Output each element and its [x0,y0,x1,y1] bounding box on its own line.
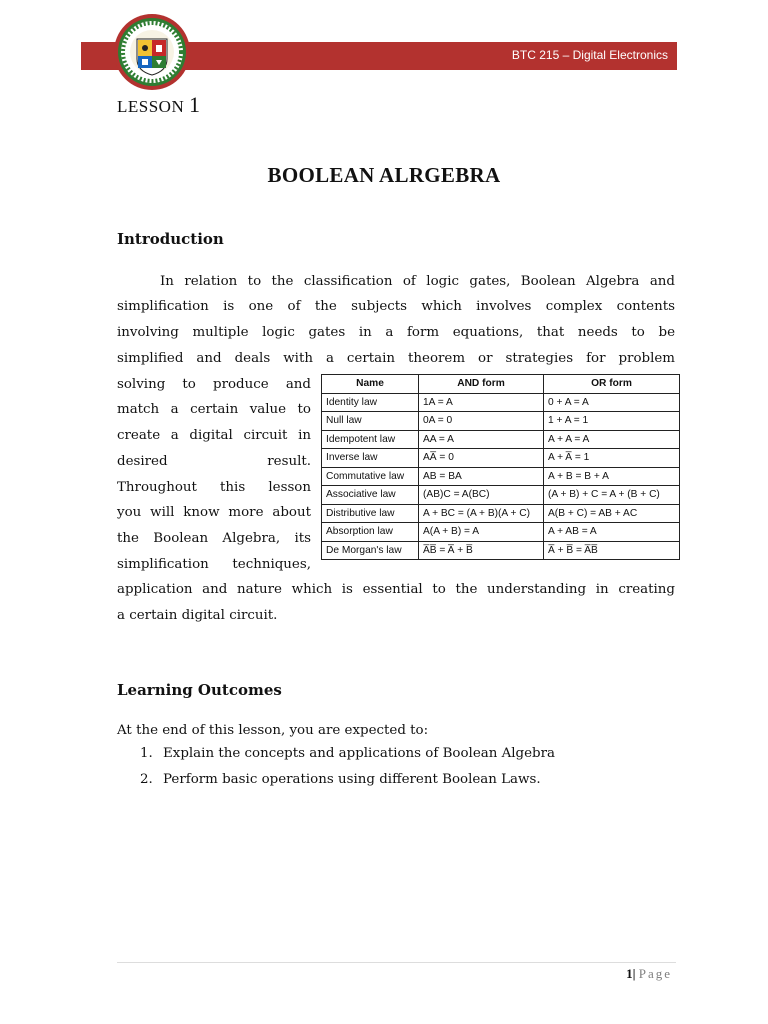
column-header: Name [322,375,419,394]
and-form: AB = BA [419,467,544,486]
list-number: 1. [140,746,153,761]
page-footer [626,966,672,982]
and-form: AA̅ = 0 [419,449,544,468]
paragraph-line: desired result. [117,454,311,469]
table-row [322,393,680,412]
table-row [322,430,680,449]
table-row [322,486,680,505]
page-separator: | [632,966,636,981]
law-name: Idempotent law [322,430,419,449]
and-form: A + BC = (A + B)(A + C) [419,504,544,523]
column-header: AND form [419,375,544,394]
introduction-heading: Introduction [117,230,224,248]
paragraph-line: In relation to the classification of logic gates, Boolean Algebra and [160,274,675,289]
footer-divider [117,962,676,963]
paragraph-line: involving multiple logic gates in a form equations, that needs to be [117,325,675,340]
law-name: Commutative law [322,467,419,486]
table-row [322,541,680,560]
paragraph-line: application and nature which is essential to the understanding in creating [117,582,675,597]
lesson-label [117,92,200,118]
law-name: Null law [322,412,419,431]
list-text: Explain the concepts and applications of Boolean Algebra [163,746,556,761]
lesson-number: 1 [188,92,201,117]
and-form: AA = A [419,430,544,449]
paragraph-line: simplification is one of the subjects which involves complex contents [117,299,675,314]
law-name: Associative law [322,486,419,505]
law-name: De Morgan's law [322,541,419,560]
table-row [322,467,680,486]
or-form: (A + B) + C = A + (B + C) [544,486,680,505]
university-seal-icon [113,13,191,91]
or-form: A(B + C) = AB + AC [544,504,680,523]
paragraph-line: a certain digital circuit. [117,608,278,623]
table-header-row [322,375,680,394]
list-item [140,772,541,787]
or-form: 1 + A = 1 [544,412,680,431]
or-form: A + A̅ = 1 [544,449,680,468]
list-number: 2. [140,772,153,787]
page-number: 1 [626,966,633,981]
boolean-laws-table [321,374,680,560]
or-form: 0 + A = A [544,393,680,412]
paragraph-line: match a certain value to [117,402,311,417]
outcomes-intro: At the end of this lesson, you are expected to: [117,723,429,738]
page-title: BOOLEAN ALRGEBRA [267,163,501,187]
column-header: OR form [544,375,680,394]
list-item [140,746,555,761]
paragraph-line: simplified and deals with a certain theorem or strategies for problem [117,351,675,366]
table-row [322,523,680,542]
and-form: A̅B̅ = A̅ + B̅ [419,541,544,560]
and-form: 0A = 0 [419,412,544,431]
table-row [322,449,680,468]
course-title: BTC 215 – Digital Electronics [511,48,668,62]
paragraph-line: simplification techniques, [117,557,311,572]
and-form: A(A + B) = A [419,523,544,542]
table-row [322,504,680,523]
list-text: Perform basic operations using different Boolean Laws. [163,772,541,787]
paragraph-line: Throughout this lesson [117,480,311,495]
or-form: A + A = A [544,430,680,449]
page-word: Page [638,966,672,981]
law-name: Distributive law [322,504,419,523]
paragraph-line: you will know more about [117,505,311,520]
law-name: Absorption law [322,523,419,542]
law-name: Identity law [322,393,419,412]
paragraph-line: create a digital circuit in [117,428,311,443]
table-row [322,412,680,431]
and-form: 1A = A [419,393,544,412]
lesson-word: LESSON [117,97,185,116]
paragraph-line: solving to produce and [117,377,311,392]
paragraph-line: the Boolean Algebra, its [117,531,311,546]
and-form: (AB)C = A(BC) [419,486,544,505]
or-form: A + AB = A [544,523,680,542]
learning-outcomes-heading: Learning Outcomes [117,681,282,699]
or-form: A + B = B + A [544,467,680,486]
or-form: A̅ + B̅ = A̅B̅ [544,541,680,560]
law-name: Inverse law [322,449,419,468]
